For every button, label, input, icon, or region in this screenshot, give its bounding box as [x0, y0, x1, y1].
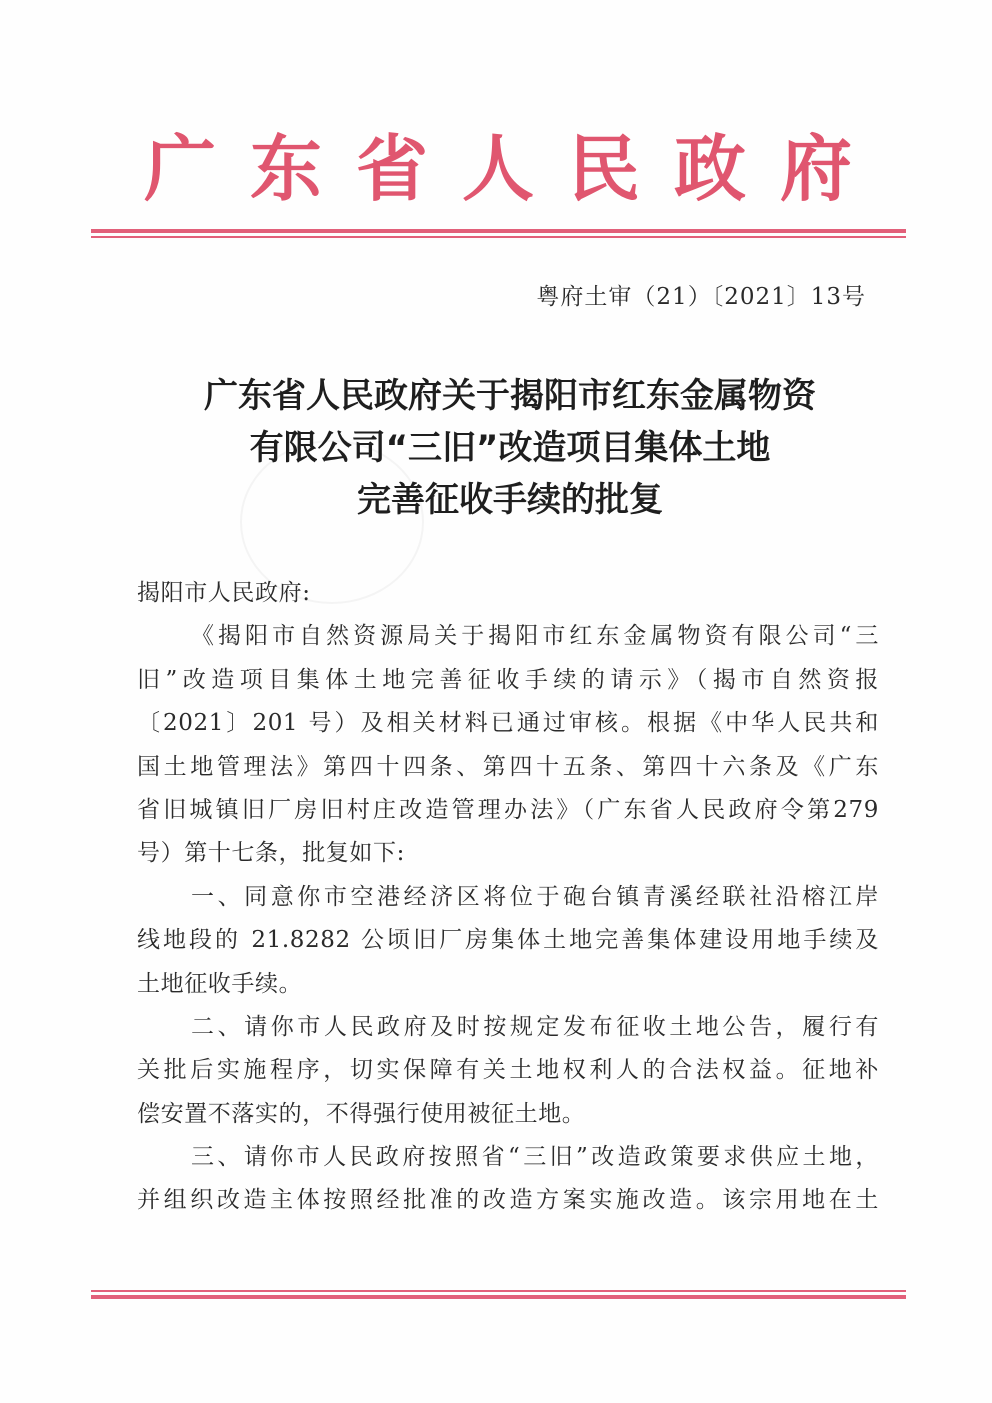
body-line: 并组织改造主体按照经批准的改造方案实施改造。该宗用地在土: [137, 1187, 879, 1214]
masthead-char: 府: [779, 126, 852, 211]
masthead-char: 人: [461, 126, 534, 211]
rule-thick-line: [91, 229, 906, 233]
body-line: 关批后实施程序，切实保障有关土地权利人的合法权益。征地补: [137, 1057, 879, 1084]
masthead-title: [138, 124, 858, 214]
body-line: 〔2021〕201 号）及相关材料已通过审核。根据《中华人民共和: [137, 710, 879, 737]
masthead-char: 东: [249, 126, 322, 211]
body-line: 一、同意你市空港经济区将位于砲台镇青溪经联社沿榕江岸: [191, 883, 879, 910]
document-number: 粤府土审（21）〔2021〕13号: [536, 284, 866, 310]
body-line: 偿安置不落实的，不得强行使用被征土地。: [137, 1100, 586, 1127]
body-line: 线地段的 21.8282 公顷旧厂房集体土地完善集体建设用地手续及: [137, 927, 879, 954]
title-line: 广东省人民政府关于揭阳市红东金属物资: [204, 376, 816, 416]
document-body: [137, 572, 879, 1223]
title-line: 有限公司“三旧”改造项目集体土地: [249, 428, 771, 468]
document-title: [130, 370, 890, 526]
salutation: 揭阳市人民政府:: [137, 580, 311, 606]
rule-thin-line: [91, 1290, 906, 1292]
masthead-separator-rule: [91, 229, 906, 238]
masthead-char: 政: [673, 126, 746, 211]
body-line: 国土地管理法》第四十四条、第四十五条、第四十六条及《广东: [137, 753, 879, 780]
body-line: 号）第十七条，批复如下:: [137, 840, 405, 867]
rule-thick-line: [91, 1295, 906, 1299]
rule-thin-line: [91, 236, 906, 238]
body-line: 土地征收手续。: [137, 970, 303, 997]
title-line: 完善征收手续的批复: [357, 480, 663, 520]
body-line: 《揭阳市自然资源局关于揭阳市红东金属物资有限公司“三: [191, 623, 879, 650]
masthead-char: 省: [355, 126, 428, 211]
body-line: 三、请你市人民政府按照省“三旧”改造政策要求供应土地，: [191, 1144, 879, 1171]
masthead-char: 民: [567, 126, 640, 211]
body-line: 旧”改造项目集体土地完善征收手续的请示》（揭市自然资报: [137, 666, 879, 693]
body-line: 省旧城镇旧厂房旧村庄改造管理办法》（广东省人民政府令第279: [137, 796, 879, 823]
footer-separator-rule: [91, 1290, 906, 1299]
body-line: 二、请你市人民政府及时按规定发布征收土地公告，履行有: [191, 1013, 879, 1040]
masthead-char: 广: [143, 126, 216, 211]
